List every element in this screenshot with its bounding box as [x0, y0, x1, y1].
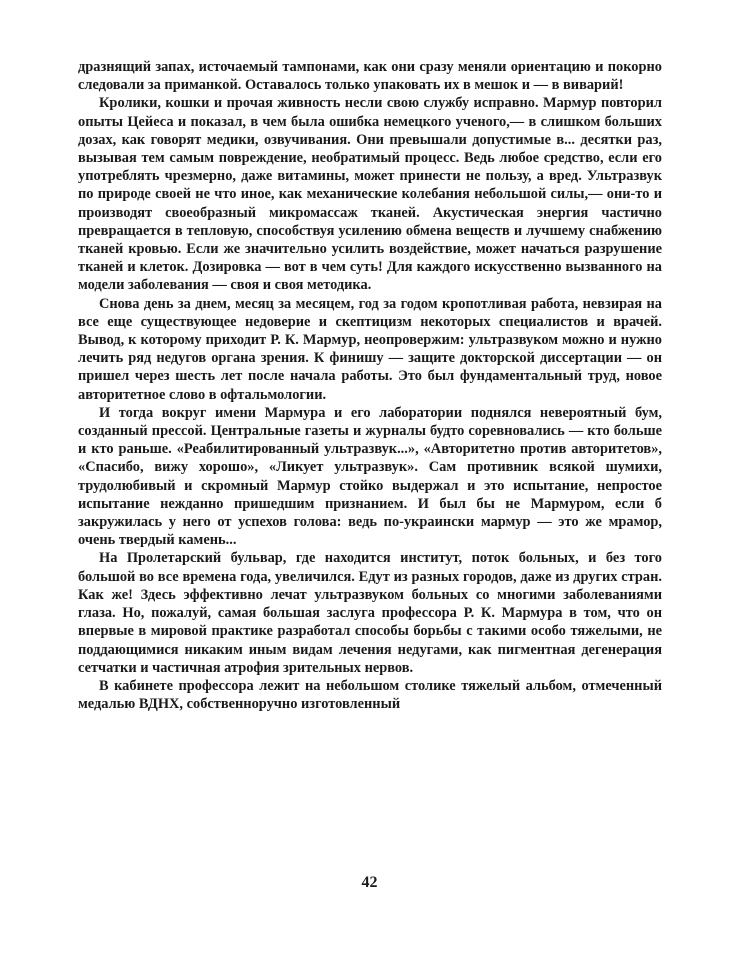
paragraph-5: На Пролетарский бульвар, где находится институт, поток больных, и без того большой во все времена года, увеличился. Едут из разных городов, даже из других стран. Как же! Здесь эффективно лечат ультразвуком больных со многими заболеваниями глаза. Но, пожалуй, самая большая заслуга профессора Р. К. Мармура в том, что он впервые в мировой практике разработал способы борьбы с такими особо тяжелыми, не поддающимися никаким иным видам лечения недугами, как пигментная дегенерация сетчатки и частичная атрофия зрительных нервов.: [78, 550, 662, 676]
paragraph-2: Кролики, кошки и прочая живность несли свою службу исправно. Мармур повторил опыты Цейеса и показал, в чем была ошибка немецкого ученого,— в слишком больших дозах, как говорят медики, озвучивания. Они превышали допустимые в... десятки раз, вызывая тем самым повреждение, необратимый процесс. Ведь любое средство, если его употреблять чрезмерно, даже витамины, может принести не пользу, а вред. Ультразвук по природе своей не что иное, как механические колебания небольшой силы,— они-то и производят своеобразный микромассаж тканей. Акустическая энергия частично превращается в тепловую, способствуя усилению обмена веществ и лучшему снабжению тканей кровью. Если же значительно усилить воздействие, может начаться разрушение тканей и клеток. Дозировка — вот в чем суть! Для каждого искусственно вызванного на модели заболевания — своя и своя методика.: [78, 95, 662, 294]
paragraph-3: Снова день за днем, месяц за месяцем, год за годом кропотливая работа, невзирая на все еще существующее недоверие и скептицизм некоторых специалистов и врачей. Вывод, к которому приходит Р. К. Мармур, неопровержим: ультразвуком можно и нужно лечить ряд недугов органа зрения. К финишу — защите докторской диссертации — он пришел через шесть лет после начала работы. Это был фундаментальный труд, новое авторитетное слово в офтальмологии.: [78, 295, 662, 403]
paragraph-4: И тогда вокруг имени Мармура и его лаборатории поднялся невероятный бум, созданный прессой. Центральные газеты и журналы будто соревновались — кто больше и кто раньше. «Реабилитированный ультразвук...», «Авторитетно против авторитетов», «Спасибо, вижу хорошо», «Ликует ультразвук». Сам противник всякой шумихи, трудолюбивый и скромный Мармур стойко выдержал и это испытание, непростое испытание нежданно пришедшим признанием. И был бы не Мармуром, если б закружилась у него от успехов голова: ведь по-украински мармур — это же мрамор, очень твердый камень...: [78, 404, 662, 549]
page-body: [78, 58, 662, 713]
paragraph-6: В кабинете профессора лежит на небольшом столике тяжелый альбом, отмеченный медалью ВДНХ, собственноручно изготовленный: [78, 677, 662, 713]
page-number: 42: [361, 874, 378, 891]
paragraph-1: дразнящий запах, источаемый тампонами, как они сразу меняли ориентацию и покорно следовали за приманкой. Оставалось только упаковать их в мешок и — в виварий!: [78, 59, 662, 94]
